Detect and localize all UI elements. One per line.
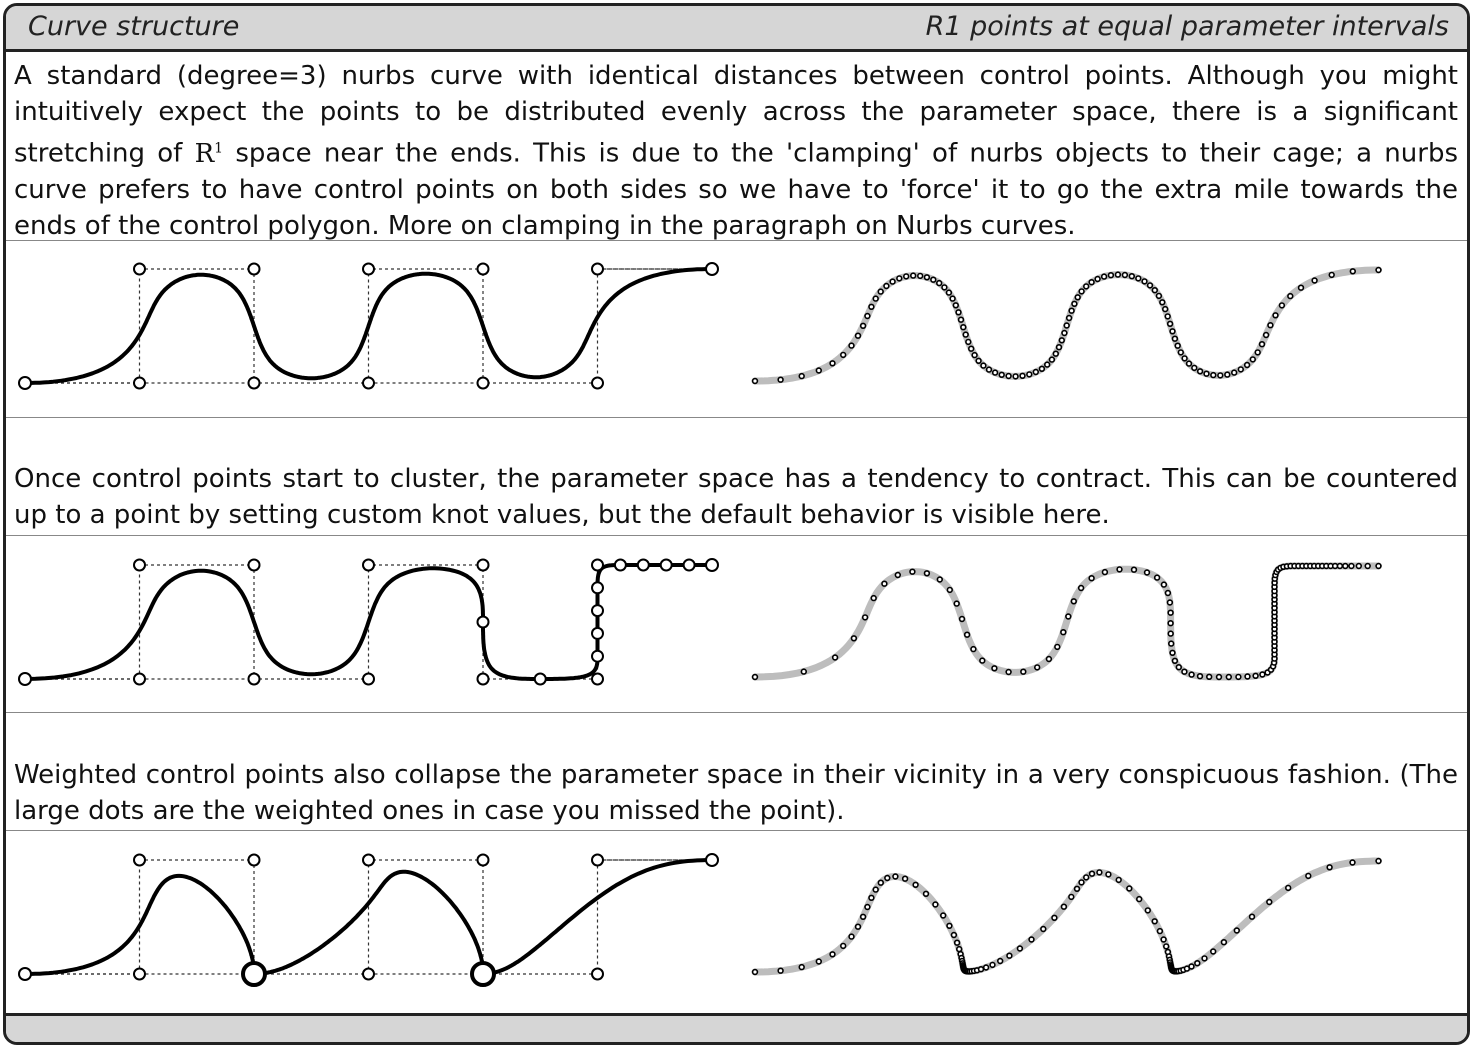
control-point	[615, 560, 626, 571]
r1-sample-point	[954, 601, 959, 606]
r1-sample-point	[852, 636, 857, 641]
control-point	[592, 264, 603, 275]
r1-sample-point	[980, 658, 985, 663]
r1-sample-point	[976, 358, 981, 363]
r1-sample-point	[1268, 323, 1273, 328]
r1-sample-point	[1343, 564, 1348, 569]
control-point	[706, 263, 718, 275]
r1-sample-point	[801, 669, 806, 674]
paragraph-weighted-points: Weighted control points also collapse the parameter space in their vicinity in a very conspicuous fashion. (The large dots are the weighted ones in case you missed the point).	[14, 760, 1458, 826]
r1-sample-point	[1045, 362, 1050, 367]
r1-sample-point	[1250, 357, 1255, 362]
r1-sample-point	[1245, 674, 1250, 679]
r1-sample-point	[1089, 280, 1094, 285]
r1-sample-point	[1211, 373, 1216, 378]
r1-sample-point	[1057, 345, 1062, 350]
r1-sample-point	[865, 905, 870, 910]
r1-sample-point	[778, 377, 783, 382]
r1-sample-point	[1071, 599, 1076, 604]
r1-sample-point	[1064, 323, 1069, 328]
r1-sample-point	[830, 361, 835, 366]
r1-sample-point	[1204, 371, 1209, 376]
r1-sample-point	[925, 275, 930, 280]
r1-sample-point	[830, 952, 835, 957]
r1-sample-point	[1168, 600, 1173, 605]
control-point	[19, 673, 31, 685]
r1-sample-point	[1306, 874, 1311, 879]
control-point	[592, 560, 603, 571]
control-point	[134, 560, 145, 571]
r1-sample-point	[1090, 871, 1095, 876]
r1-sample-point	[1350, 269, 1355, 274]
r1-sample-point	[1136, 276, 1141, 281]
r1-sample-point	[1267, 900, 1272, 905]
r1-sample-point	[1062, 904, 1067, 909]
control-point	[478, 560, 489, 571]
r1-sample-point	[799, 374, 804, 379]
r1-sample-point	[1055, 645, 1060, 650]
r1-sample-point	[1089, 576, 1094, 581]
r1-sample-point	[1286, 886, 1291, 891]
r1-sample-point	[904, 274, 909, 279]
r1-sample-point	[1079, 880, 1084, 885]
r1-sample-point	[1157, 294, 1162, 299]
r1-sample-point	[911, 273, 916, 278]
r1-sample-point	[816, 959, 821, 964]
r1-sample-point	[947, 588, 952, 593]
r1-sample-point	[1260, 342, 1265, 347]
r1-sample-point	[1103, 570, 1108, 575]
r1-sample-point	[1217, 675, 1222, 680]
control-point	[661, 560, 672, 571]
control-point	[478, 264, 489, 275]
r1-sample-point	[873, 296, 878, 301]
r1-sample-point	[1145, 908, 1150, 913]
r1-sample-point	[924, 891, 929, 896]
control-point	[19, 968, 31, 980]
r1-sample-point	[981, 363, 986, 368]
r1-sample-point	[1075, 886, 1080, 891]
r1-sample-point	[1327, 865, 1332, 870]
r1-sample-point	[1176, 665, 1181, 670]
r1-sample-point	[956, 310, 961, 315]
r1-sample-point	[999, 372, 1004, 377]
r1-sample-point	[1050, 357, 1055, 362]
r1-sample-point	[1127, 886, 1132, 891]
r1-sample-point	[963, 332, 968, 337]
r1-sample-point	[1158, 929, 1163, 934]
r1-sample-point	[910, 569, 915, 574]
r1-sample-point	[1013, 374, 1018, 379]
r1-sample-point	[1164, 944, 1169, 949]
r1-sample-point	[1356, 564, 1361, 569]
r1-sample-point	[918, 274, 923, 279]
r1-sample-point	[841, 944, 846, 949]
control-point	[249, 560, 260, 571]
r1-sample-point	[1168, 621, 1173, 626]
r1-sample-point	[1245, 363, 1250, 368]
r1-sample-point	[931, 277, 936, 282]
r1-sample-point	[965, 632, 970, 637]
paragraph-clustered-points: Once control points start to cluster, the parameter space has a tendency to contract. This can be countered up to a point by setting custom knot values, but the default behavior is visible here.	[14, 464, 1458, 530]
r1-sample-point	[987, 367, 992, 372]
r1-sample-point	[1052, 915, 1057, 920]
r1-sample-point	[1047, 657, 1052, 662]
r1-sample-point	[1170, 650, 1175, 655]
r1-sample-point	[1338, 564, 1343, 569]
r1-sample-point	[960, 617, 965, 622]
r1-sample-point	[990, 963, 995, 968]
r1-sample-point	[1018, 946, 1023, 951]
r1-sample-point	[861, 914, 866, 919]
r1-sample-point	[1161, 937, 1166, 942]
r1-sample-point	[998, 959, 1003, 964]
r1-sample-point	[961, 325, 966, 330]
r1-sample-point	[1168, 610, 1173, 615]
r1-sample-point	[890, 279, 895, 284]
r1-sample-point	[984, 965, 989, 970]
r1-sample-point	[1097, 870, 1102, 875]
r1-sample-point	[753, 379, 758, 384]
r1-sample-point	[1365, 564, 1370, 569]
r1-sample-point	[1169, 641, 1174, 646]
r1-sample-point	[950, 296, 955, 301]
r1-sample-point	[947, 290, 952, 295]
r1-sample-point	[979, 967, 984, 972]
r1-sample-point	[1102, 274, 1107, 279]
r1-sample-point	[1160, 300, 1165, 305]
r1-sample-point	[882, 581, 887, 586]
r1-sample-point	[1116, 272, 1121, 277]
math-r1: $R^1$	[194, 138, 224, 169]
r1-sample-point	[1062, 331, 1067, 336]
r1-sample-point	[1027, 372, 1032, 377]
r1-sample-point	[895, 573, 900, 578]
r1-sample-point	[1173, 658, 1178, 663]
r1-sample-point	[1079, 289, 1084, 294]
r1-sample-point	[1123, 273, 1128, 278]
r1-sample-point	[1192, 366, 1197, 371]
control-point	[249, 378, 260, 389]
r1-sample-point	[1152, 288, 1157, 293]
r1-sample-point	[993, 370, 998, 375]
r1-sample-point	[1029, 937, 1034, 942]
r1-sample-point	[1273, 313, 1278, 318]
r1-sample-point	[1084, 284, 1089, 289]
control-point	[706, 854, 718, 866]
r1-sample-point	[1225, 372, 1230, 377]
r1-sample-point	[1006, 670, 1011, 675]
r1-sample-point	[863, 615, 868, 620]
r1-sample-point	[969, 346, 974, 351]
r1-sample-point	[1255, 350, 1260, 355]
r1-sample-point	[941, 913, 946, 918]
r1-sample-point	[1189, 964, 1194, 969]
r1-sample-point	[1234, 928, 1239, 933]
r1-sample-point	[1207, 674, 1212, 679]
control-point	[363, 855, 374, 866]
r1-sample-point	[971, 647, 976, 652]
r1-sample-point	[778, 968, 783, 973]
r1-sample-point	[992, 666, 997, 671]
control-point	[134, 378, 145, 389]
r1-sample-point	[884, 284, 889, 289]
control-point	[249, 855, 260, 866]
control-point	[592, 651, 603, 662]
r1-sample-point	[1238, 367, 1243, 372]
control-point	[363, 560, 374, 571]
r1-sample-point	[1189, 672, 1194, 677]
r1-sample-point	[1166, 591, 1171, 596]
r1-sample-point	[878, 880, 883, 885]
r1-sample-point	[893, 874, 898, 879]
control-polygon	[25, 860, 712, 974]
r1-sample-point	[1007, 953, 1012, 958]
r1-sample-point	[1040, 366, 1045, 371]
r1-sample-point	[1021, 669, 1026, 674]
r1-sample-point	[1145, 570, 1150, 575]
r1-sample-point	[1226, 675, 1231, 680]
r1-sample-point	[1236, 675, 1241, 680]
r1-sample-point	[753, 970, 758, 975]
r1-sample-point	[1182, 356, 1187, 361]
r1-sample-point	[1182, 669, 1187, 674]
r1-sample-point	[1376, 268, 1381, 273]
r1-sample-point	[903, 876, 908, 881]
r1-sample-point	[1116, 878, 1121, 883]
r1-sample-point	[1349, 564, 1354, 569]
r1-sample-point	[1175, 343, 1180, 348]
control-point	[134, 855, 145, 866]
r1-sample-point	[1329, 273, 1334, 278]
r1-sample-point	[1222, 940, 1227, 945]
r1-sample-point	[913, 882, 918, 887]
r1-sample-point	[871, 596, 876, 601]
r1-sample-point	[933, 902, 938, 907]
r1-sample-point	[1020, 373, 1025, 378]
control-point	[592, 855, 603, 866]
r1-sample-point	[1041, 927, 1046, 932]
control-point	[249, 264, 260, 275]
r1-sample-point	[1152, 919, 1157, 924]
r1-sample-point	[942, 285, 947, 290]
r1-sample-point	[873, 887, 878, 892]
r1-sample-point	[952, 933, 957, 938]
r1-sample-point	[1006, 374, 1011, 379]
r1-sample-point	[865, 314, 870, 319]
r1-sample-point	[1059, 338, 1064, 343]
r1-sample-point	[1069, 895, 1074, 900]
r1-sample-point	[1288, 294, 1293, 299]
r1-sample-point	[925, 571, 930, 576]
r1-sample-point	[1066, 614, 1071, 619]
r1-sample-point	[869, 895, 874, 900]
r1-sample-point	[937, 281, 942, 286]
r1-sample-point	[1350, 860, 1355, 865]
r1-sample-point	[1165, 314, 1170, 319]
r1-sample-point	[849, 934, 854, 939]
r1-sample-point	[1129, 274, 1134, 279]
r1-sample-point	[849, 343, 854, 348]
r1-sample-point	[1260, 672, 1265, 677]
r1-sample-point	[955, 940, 960, 945]
control-point	[478, 674, 489, 685]
r1-sample-point	[1069, 308, 1074, 313]
control-point	[592, 628, 603, 639]
r1-sample-point	[869, 304, 874, 309]
r1-sample-point	[833, 655, 838, 660]
r1-sample-point	[1170, 329, 1175, 334]
r1-sample-point	[972, 353, 977, 358]
r1-sample-point	[753, 675, 758, 680]
control-point	[363, 969, 374, 980]
r1-sample-point	[959, 317, 964, 322]
r1-sample-point	[1198, 674, 1203, 679]
control-point	[363, 264, 374, 275]
weighted-control-point	[472, 963, 494, 985]
r1-sample-point	[816, 368, 821, 373]
control-point	[535, 674, 546, 685]
r1-sample-point	[1061, 630, 1066, 635]
r1-sample-point	[861, 323, 866, 328]
control-point	[478, 855, 489, 866]
r1-sample-point	[1211, 949, 1216, 954]
panel-subtitle: R1 points at equal parameter intervals	[925, 11, 1449, 42]
r1-sample-point	[1142, 279, 1147, 284]
control-point	[134, 969, 145, 980]
r1-sample-point	[1376, 564, 1381, 569]
control-point	[478, 617, 489, 628]
r1-sample-point	[1202, 956, 1207, 961]
r1-sample-point	[1163, 307, 1168, 312]
r1-sample-point	[1195, 961, 1200, 966]
r1-sample-point	[1117, 567, 1122, 572]
r1-sample-point	[799, 965, 804, 970]
control-point	[684, 560, 695, 571]
control-point	[134, 264, 145, 275]
r1-sample-point	[1109, 273, 1114, 278]
parameter-track	[755, 861, 1379, 972]
r1-sample-point	[1067, 316, 1072, 321]
panel-title: Curve structure	[28, 11, 240, 42]
r1-sample-point	[1264, 333, 1269, 338]
r1-sample-point	[1148, 283, 1153, 288]
r1-sample-point	[1250, 914, 1255, 919]
r1-sample-point	[1079, 586, 1084, 591]
r1-sample-point	[878, 289, 883, 294]
control-point	[592, 378, 603, 389]
parameter-track	[755, 566, 1379, 677]
r1-sample-point	[856, 333, 861, 338]
control-point	[363, 674, 374, 685]
r1-sample-point	[1168, 631, 1173, 636]
r1-sample-point	[1253, 673, 1258, 678]
control-point	[592, 582, 603, 593]
r1-sample-point	[1075, 295, 1080, 300]
r1-sample-point	[947, 923, 952, 928]
control-point	[592, 969, 603, 980]
r1-sample-point	[937, 577, 942, 582]
r1-sample-point	[1187, 361, 1192, 366]
r1-sample-point	[1072, 301, 1077, 306]
r1-sample-point	[1198, 369, 1203, 374]
weighted-control-point	[243, 963, 265, 985]
r1-sample-point	[1137, 897, 1142, 902]
r1-sample-point	[1376, 859, 1381, 864]
control-point	[706, 559, 718, 571]
r1-sample-point	[1312, 278, 1317, 283]
r1-sample-point	[953, 303, 958, 308]
r1-sample-point	[1280, 303, 1285, 308]
r1-sample-point	[1132, 567, 1137, 572]
r1-sample-point	[1168, 321, 1173, 326]
r1-sample-point	[1218, 373, 1223, 378]
paragraph-standard-curve: A standard (degree=3) nurbs curve with identical distances between control points. Although you might intuitively expect the points to be distributed evenly across the parameter space, there is a significant stretching of $R^1$ space near the ends. This is due to the 'clamping' of nurbs objects to their cage; a nurbs curve prefers to have control points on both sides so we have to 'force' it to go the extra mile towards the ends of the control polygon. More on clamping in the paragraph on Nurbs curves.	[14, 61, 1459, 241]
r1-sample-point	[1035, 665, 1040, 670]
r1-sample-point	[1299, 285, 1304, 290]
r1-sample-point	[1178, 350, 1183, 355]
r1-sample-point	[966, 340, 971, 345]
r1-sample-point	[1053, 351, 1058, 356]
control-point	[249, 674, 260, 685]
control-point	[592, 674, 603, 685]
r1-sample-point	[1232, 370, 1237, 375]
r1-sample-point	[1173, 336, 1178, 341]
r1-sample-point	[1084, 875, 1089, 880]
r1-sample-point	[1106, 872, 1111, 877]
r1-sample-point	[897, 276, 902, 281]
control-point	[134, 674, 145, 685]
control-point	[363, 378, 374, 389]
control-point	[19, 377, 31, 389]
r1-sample-point	[1095, 277, 1100, 282]
r1-sample-point	[1162, 582, 1167, 587]
r1-sample-point	[841, 353, 846, 358]
control-point	[478, 378, 489, 389]
control-point	[592, 605, 603, 616]
r1-sample-point	[885, 876, 890, 881]
r1-sample-point	[1033, 370, 1038, 375]
r1-sample-point	[957, 947, 962, 952]
r1-sample-point	[1155, 575, 1160, 580]
r1-sample-point	[856, 924, 861, 929]
control-point	[638, 560, 649, 571]
